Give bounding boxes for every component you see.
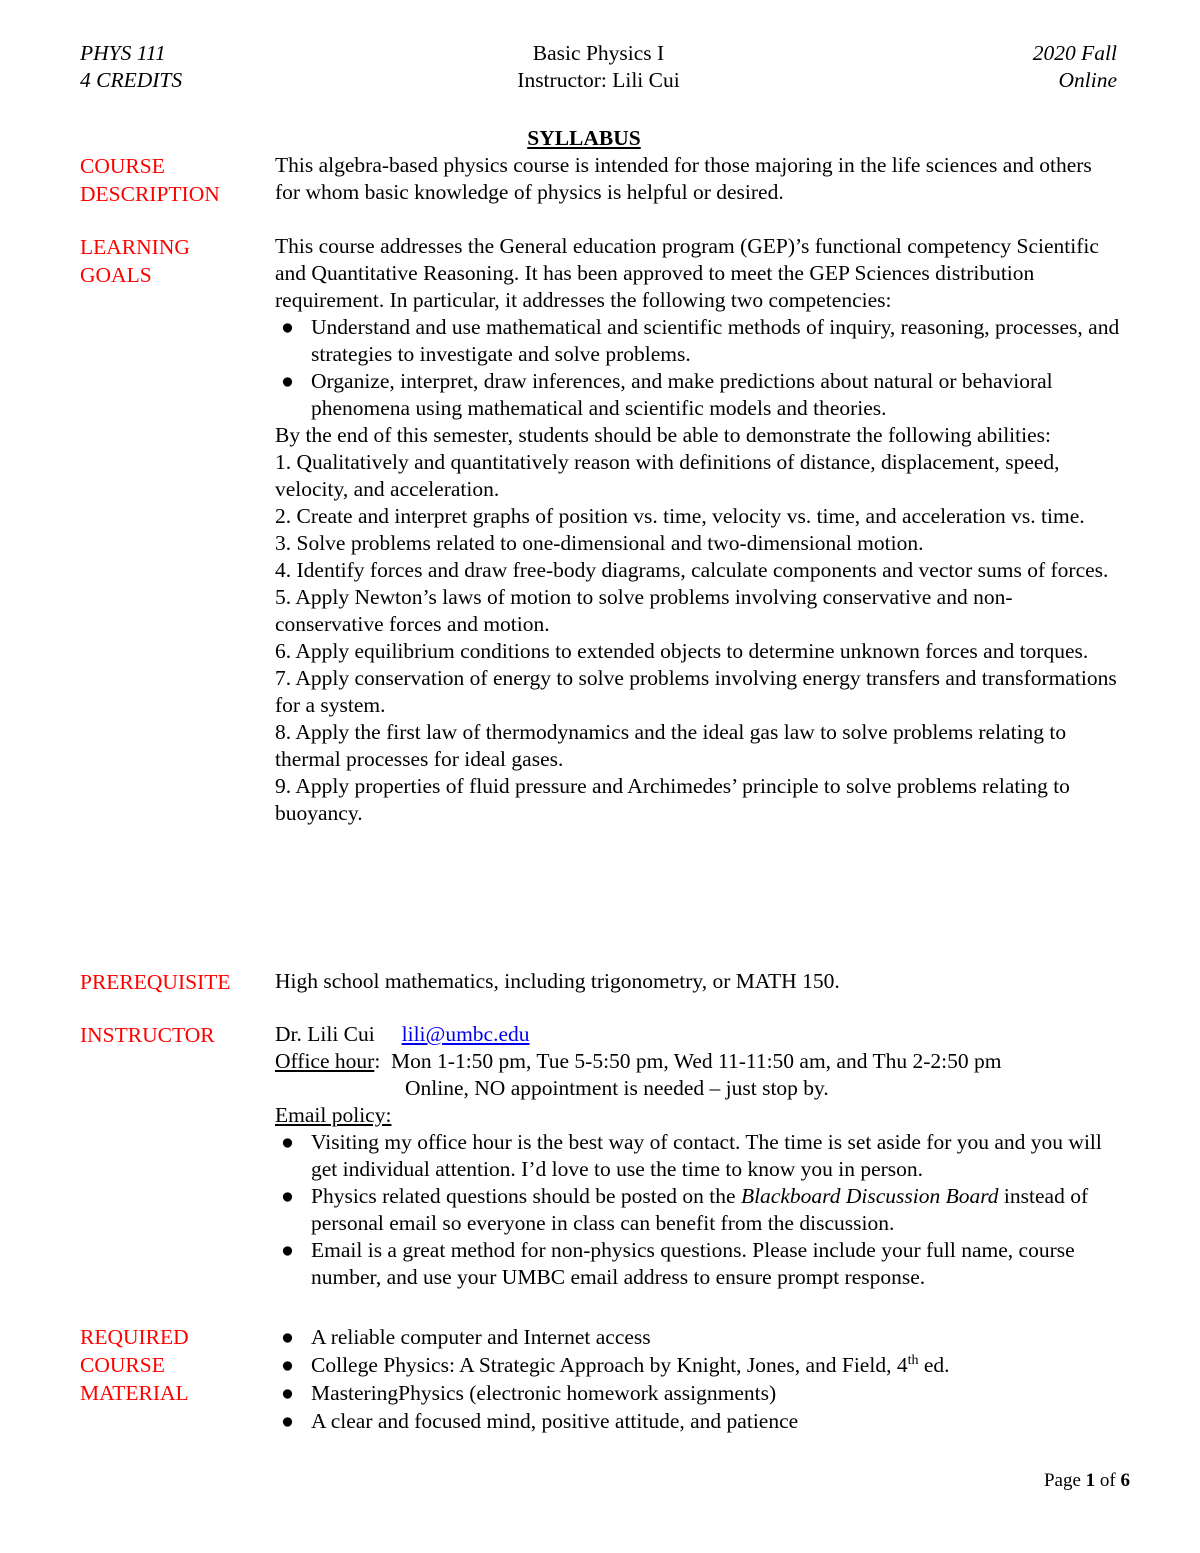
header-right: [1033, 40, 1117, 94]
ability-item: 7. Apply conservation of energy to solve problems involving energy transfers and transformations for a system.: [275, 666, 1117, 717]
material-list: [275, 1323, 1120, 1435]
list-item-text: Organize, interpret, draw inferences, and make predictions about natural or behavioral phenomena using mathematical and scientific models and theories.: [311, 369, 1053, 420]
total-pages: 6: [1120, 1470, 1130, 1491]
office-hour-times: Mon 1-1:50 pm, Tue 5-5:50 pm, Wed 11-11:50 am, and Thu 2-2:50 pm: [391, 1049, 1002, 1073]
list-item-text: MasteringPhysics (electronic homework assignments): [311, 1381, 777, 1405]
ability-item: 2. Create and interpret graphs of position vs. time, velocity vs. time, and acceleration vs. time.: [275, 504, 1085, 528]
edition-superscript: th: [907, 1352, 919, 1368]
current-page: 1: [1085, 1470, 1096, 1491]
list-item-text: A reliable computer and Internet access: [311, 1325, 651, 1349]
list-item: [275, 1237, 1120, 1291]
instructor-line: Instructor: Lili Cui: [517, 68, 680, 92]
list-item: [275, 1407, 1120, 1435]
section-label: PREREQUISITE: [80, 970, 231, 994]
list-item: [275, 1183, 1120, 1237]
of-word: of: [1099, 1470, 1116, 1491]
list-item-text: College Physics: A Strategic Approach by Knight, Jones, and Field, 4: [311, 1353, 908, 1377]
label-line: MATERIAL: [80, 1381, 189, 1405]
bullet-icon: ●: [281, 369, 294, 393]
list-item-text: Understand and use mathematical and scientific methods of inquiry, reasoning, processes, and strategies to investigate and solve problems.: [311, 315, 1120, 366]
list-item-text: Physics related questions should be posted on the: [311, 1184, 741, 1208]
page-header: [80, 40, 1117, 100]
course-name: Basic Physics I: [532, 41, 665, 65]
email-policy-list: [275, 1129, 1120, 1291]
list-item-text: instead of personal email so everyone in class can benefit from the discussion.: [311, 1184, 1089, 1235]
email-policy-heading: Email policy:: [275, 1103, 392, 1127]
section-content: [275, 233, 1120, 827]
instructor-name: Dr. Lili Cui: [275, 1022, 375, 1046]
list-item: [275, 1351, 1120, 1379]
list-item: [275, 1379, 1120, 1407]
section-content: [275, 1323, 1120, 1435]
section-content: [275, 968, 1120, 995]
abilities-intro: By the end of this semester, students should be able to demonstrate the following abilities:: [275, 423, 1051, 447]
ability-item: 4. Identify forces and draw free-body diagrams, calculate components and vector sums of forces.: [275, 558, 1109, 582]
competency-list: [275, 314, 1120, 422]
office-hours: Office hour: Mon 1-1:50 pm, Tue 5-5:50 pm, Wed 11-11:50 am, and Thu 2-2:50 pm: [275, 1049, 1002, 1073]
label-line: DESCRIPTION: [80, 182, 220, 206]
section-label: [80, 152, 270, 208]
list-item: [275, 1129, 1120, 1183]
prereq-text: High school mathematics, including trigonometry, or MATH 150.: [275, 969, 840, 993]
page-word: Page: [1043, 1470, 1081, 1491]
bullet-icon: ●: [281, 1238, 294, 1262]
ability-item: 6. Apply equilibrium conditions to extended objects to determine unknown forces and torques.: [275, 639, 1089, 663]
instructor-contact: [275, 1021, 1120, 1048]
ability-item: 9. Apply properties of fluid pressure and Archimedes’ principle to solve problems relating to buoyancy.: [275, 774, 1070, 825]
office-hour-note: Online, NO appointment is needed – just stop by.: [405, 1076, 829, 1100]
bullet-icon: ●: [281, 315, 294, 339]
section-label: [80, 233, 270, 289]
label-line: COURSE: [80, 1353, 165, 1377]
ability-item: 5. Apply Newton’s laws of motion to solve problems involving conservative and non-conservative forces and motion.: [275, 585, 1013, 636]
list-item-text: Email is a great method for non-physics questions. Please include your full name, course number, and use your UMBC email address to ensure prompt response.: [311, 1238, 1075, 1289]
ability-item: 1. Qualitatively and quantitatively reason with definitions of distance, displacement, speed, velocity, and acceleration.: [275, 450, 1060, 501]
bullet-icon: ●: [281, 1381, 294, 1405]
goals-intro: This course addresses the General education program (GEP)’s functional competency Scientific and Quantitative Reasoning. It has been approved to meet the GEP Sciences distribution requirement. In particular, it addresses the following two competencies:: [275, 234, 1099, 312]
page-title: SYLLABUS: [527, 126, 641, 150]
label-line: LEARNING: [80, 235, 190, 259]
bullet-icon: ●: [281, 1184, 294, 1208]
course-code: PHYS 111: [80, 41, 166, 65]
bullet-icon: ●: [281, 1130, 294, 1154]
discussion-board-ref: Blackboard Discussion Board: [740, 1184, 999, 1208]
list-item: [275, 1323, 1120, 1351]
description-text: This algebra-based physics course is intended for those majoring in the life sciences and others for whom basic knowledge of physics is helpful or desired.: [275, 153, 1092, 204]
section-content: [275, 152, 1120, 206]
ability-item: 3. Solve problems related to one-dimensional and two-dimensional motion.: [275, 531, 924, 555]
label-line: REQUIRED: [80, 1325, 189, 1349]
course-mode: Online: [1058, 68, 1117, 92]
email-policy-label: Email policy: [275, 1103, 386, 1127]
label-line: GOALS: [80, 263, 152, 287]
ability-item: 8. Apply the first law of thermodynamics and the ideal gas law to solve problems relating to thermal processes for ideal gases.: [275, 720, 1067, 771]
bullet-icon: ●: [281, 1409, 294, 1433]
email-link[interactable]: lili@umbc.edu: [401, 1022, 530, 1046]
section-label: INSTRUCTOR: [80, 1023, 215, 1047]
bullet-icon: ●: [281, 1325, 294, 1349]
list-item: [275, 314, 1120, 368]
list-item-text: ed.: [918, 1353, 950, 1377]
list-item: [275, 368, 1120, 422]
course-credits: 4 CREDITS: [80, 68, 183, 92]
label-line: COURSE: [80, 154, 165, 178]
list-item-text: Visiting my office hour is the best way of contact. The time is set aside for you and you will get individual attention. I’d love to use the time to know you in person.: [311, 1130, 1102, 1181]
bullet-icon: ●: [281, 1353, 294, 1377]
section-content: [275, 1021, 1120, 1291]
list-item-text: A clear and focused mind, positive attitude, and patience: [311, 1409, 799, 1433]
section-label: [80, 1323, 270, 1407]
page-number: [1044, 1470, 1130, 1492]
course-term: 2020 Fall: [1032, 41, 1117, 65]
header-center: [80, 40, 1117, 94]
office-hour-label: Office hour: [275, 1049, 375, 1073]
